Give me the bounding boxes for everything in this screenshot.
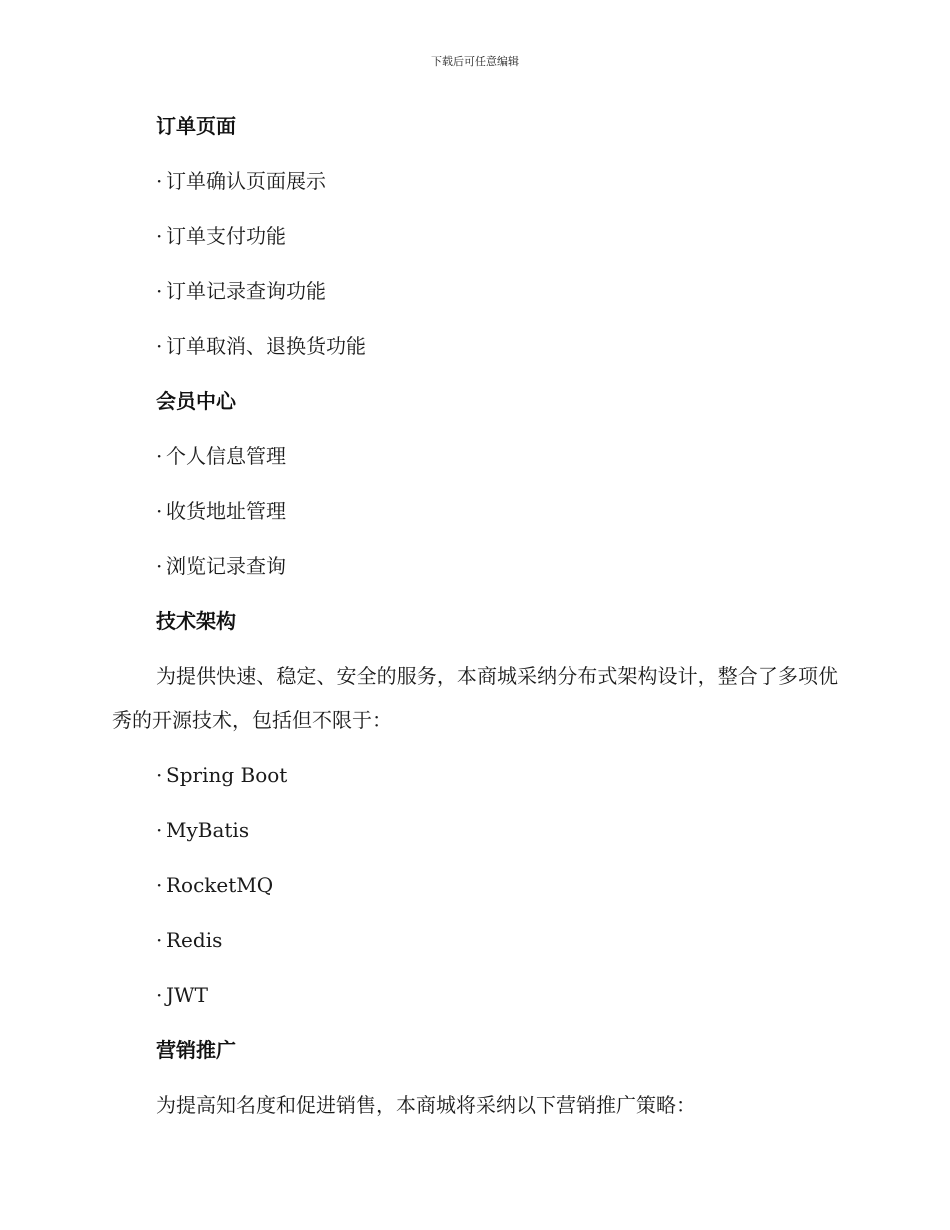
list-item-text: Spring Boot — [166, 763, 288, 787]
bullet: · — [156, 554, 163, 578]
bullet: · — [156, 983, 163, 1007]
list-item-text: 个人信息管理 — [166, 444, 286, 468]
bullet: · — [156, 169, 163, 193]
list-item — [156, 332, 838, 360]
list-item — [156, 871, 838, 899]
bullet: · — [156, 279, 163, 303]
list-item — [156, 497, 838, 525]
list-item-text: 浏览记录查询 — [166, 554, 286, 578]
bullet: · — [156, 928, 163, 952]
section-heading-order: 订单页面 — [156, 114, 236, 138]
page-header: 下载后可任意编辑 — [431, 55, 519, 68]
list-item-text: 订单确认页面展示 — [166, 169, 326, 193]
marketing-paragraph: 为提高知名度和促进销售，本商城将采纳以下营销推广策略： — [156, 1093, 696, 1117]
list-item — [156, 442, 838, 470]
list-item-text: 订单支付功能 — [166, 224, 286, 248]
list-item-text: MyBatis — [166, 818, 250, 842]
section-heading-member: 会员中心 — [156, 389, 236, 413]
list-item — [156, 277, 838, 305]
list-item — [156, 981, 838, 1009]
bullet: · — [156, 444, 163, 468]
list-item — [156, 816, 838, 844]
section-heading-tech: 技术架构 — [156, 609, 236, 633]
bullet: · — [156, 763, 163, 787]
bullet: · — [156, 818, 163, 842]
document-body — [112, 112, 838, 1146]
list-item-text: RocketMQ — [166, 873, 274, 897]
list-item-text: Redis — [166, 928, 223, 952]
list-item-text: 订单取消、退换货功能 — [166, 334, 366, 358]
bullet: · — [156, 334, 163, 358]
list-item — [156, 926, 838, 954]
list-item — [156, 167, 838, 195]
bullet: · — [156, 224, 163, 248]
list-item — [156, 222, 838, 250]
bullet: · — [156, 873, 163, 897]
tech-paragraph: 为提供快速、稳定、安全的服务，本商城采纳分布式架构设计，整合了多项优秀的开源技术，包括但不限于： — [112, 664, 838, 732]
bullet: · — [156, 499, 163, 523]
list-item — [156, 552, 838, 580]
list-item-text: 收货地址管理 — [166, 499, 286, 523]
list-item — [156, 761, 838, 789]
section-heading-marketing: 营销推广 — [156, 1038, 236, 1062]
list-item-text: JWT — [166, 983, 208, 1007]
list-item-text: 订单记录查询功能 — [166, 279, 326, 303]
